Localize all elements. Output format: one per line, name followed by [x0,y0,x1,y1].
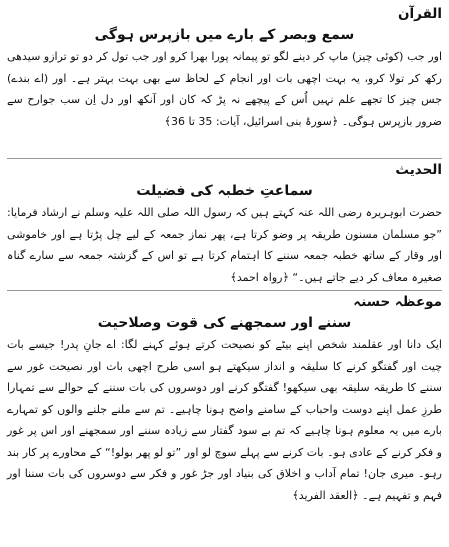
mawiza-text: ایک دانا اور عقلمند شخص اپنے بیٹے کو نصیحت کرتے ہوئے کہنے لگا: اے جانِ پدر! جیسے بات چیت اور گفتگو کرنے کا سلیقہ و انداز سیکھتے ہو اسی طرح اچھی بات اور نصیحت غور سے سننے کا طریقہ سلیقہ بھی سیکھو! گفتگو کرنے اور دوسروں کی بات سننے کے حوالے سے تمہارا طرزِ عمل اپنے دوست واحباب کے سامنے واضح ہونا چاہیے۔ تم سے ملنے جلنے والوں کو تمہارے بارے میں یہ معلوم ہونا چاہیے کہ تم بے سود گفتار سے زیادہ سننے اور سمجھنے اور اس پر غور و فکر کرنے کے عادی ہو۔ بات کرنے سے پہلے سوچ لو اور ”تو لو پھر بولو!“ کے محاورے پر کار بند رہو۔ میری جان! تمام آداب و اخلاق کی بنیاد اور جڑ غور و فکر سے دوسروں کی بات سننا اور فہم و تفہیم ہے۔ ﴿العقد الفرید﴾ [7,338,442,502]
divider [7,158,442,159]
hadith-text: حضرت ابوہریرہ رضی اللہ عنہ کہتے ہیں کہ رسول اللہ صلی اللہ علیہ وسلم نے ارشاد فرمایا: ”جو مسلمان مسنون طریقہ پر وضو کرتا ہے، پھر نماز جمعہ کے لیے چل پڑتا ہے اور خاموشی اور وقار کے ساتھ خطبہ جمعہ سننے کا اہتمام کرتا ہے تو اس کے گزشتہ جمعہ سے سارے گناہ صغیرہ معاف کر دیے جاتے ہیں۔“ ﴿رواہ احمد﴾ [7,206,442,284]
hadith-section-label: الحدیث [395,162,442,178]
mawiza-section-label: موعظہ حسنہ [353,294,442,310]
mawiza-heading: سننے اور سمجھنے کی قوت وصلاحیت [97,315,352,331]
quran-text: اور جب (کوئی چیز) ماپ کر دینے لگو تو پیمانہ پورا بھرا کرو اور جب تول کر دو تو ترازو سیدھی رکھ کر تولا کرو، یہ بہت اچھی بات اور انجام کے لحاظ سے بھی بہت بہتر ہے۔ اور (اے بندے) جس چیز کا تجھے علم نہیں اُس کے پیچھے نہ پڑ کہ کان اور آنکھ اور دل اِن سب جوارح سے ضرور بازپرس ہوگی۔ ﴿سورۂ بنی اسرائیل، آیات: 35 تا 36﴾ [7,50,442,128]
divider [7,290,442,291]
quran-section [7,4,442,156]
hadith-section [7,160,442,288]
hadith-heading: سماعتِ خطبہ کی فضیلت [136,183,313,199]
quran-heading: سمع وبصر کے بارے میں بازپرس ہوگی [94,27,355,43]
mawiza-section [7,292,442,502]
quran-section-label: القرآن [398,6,442,22]
